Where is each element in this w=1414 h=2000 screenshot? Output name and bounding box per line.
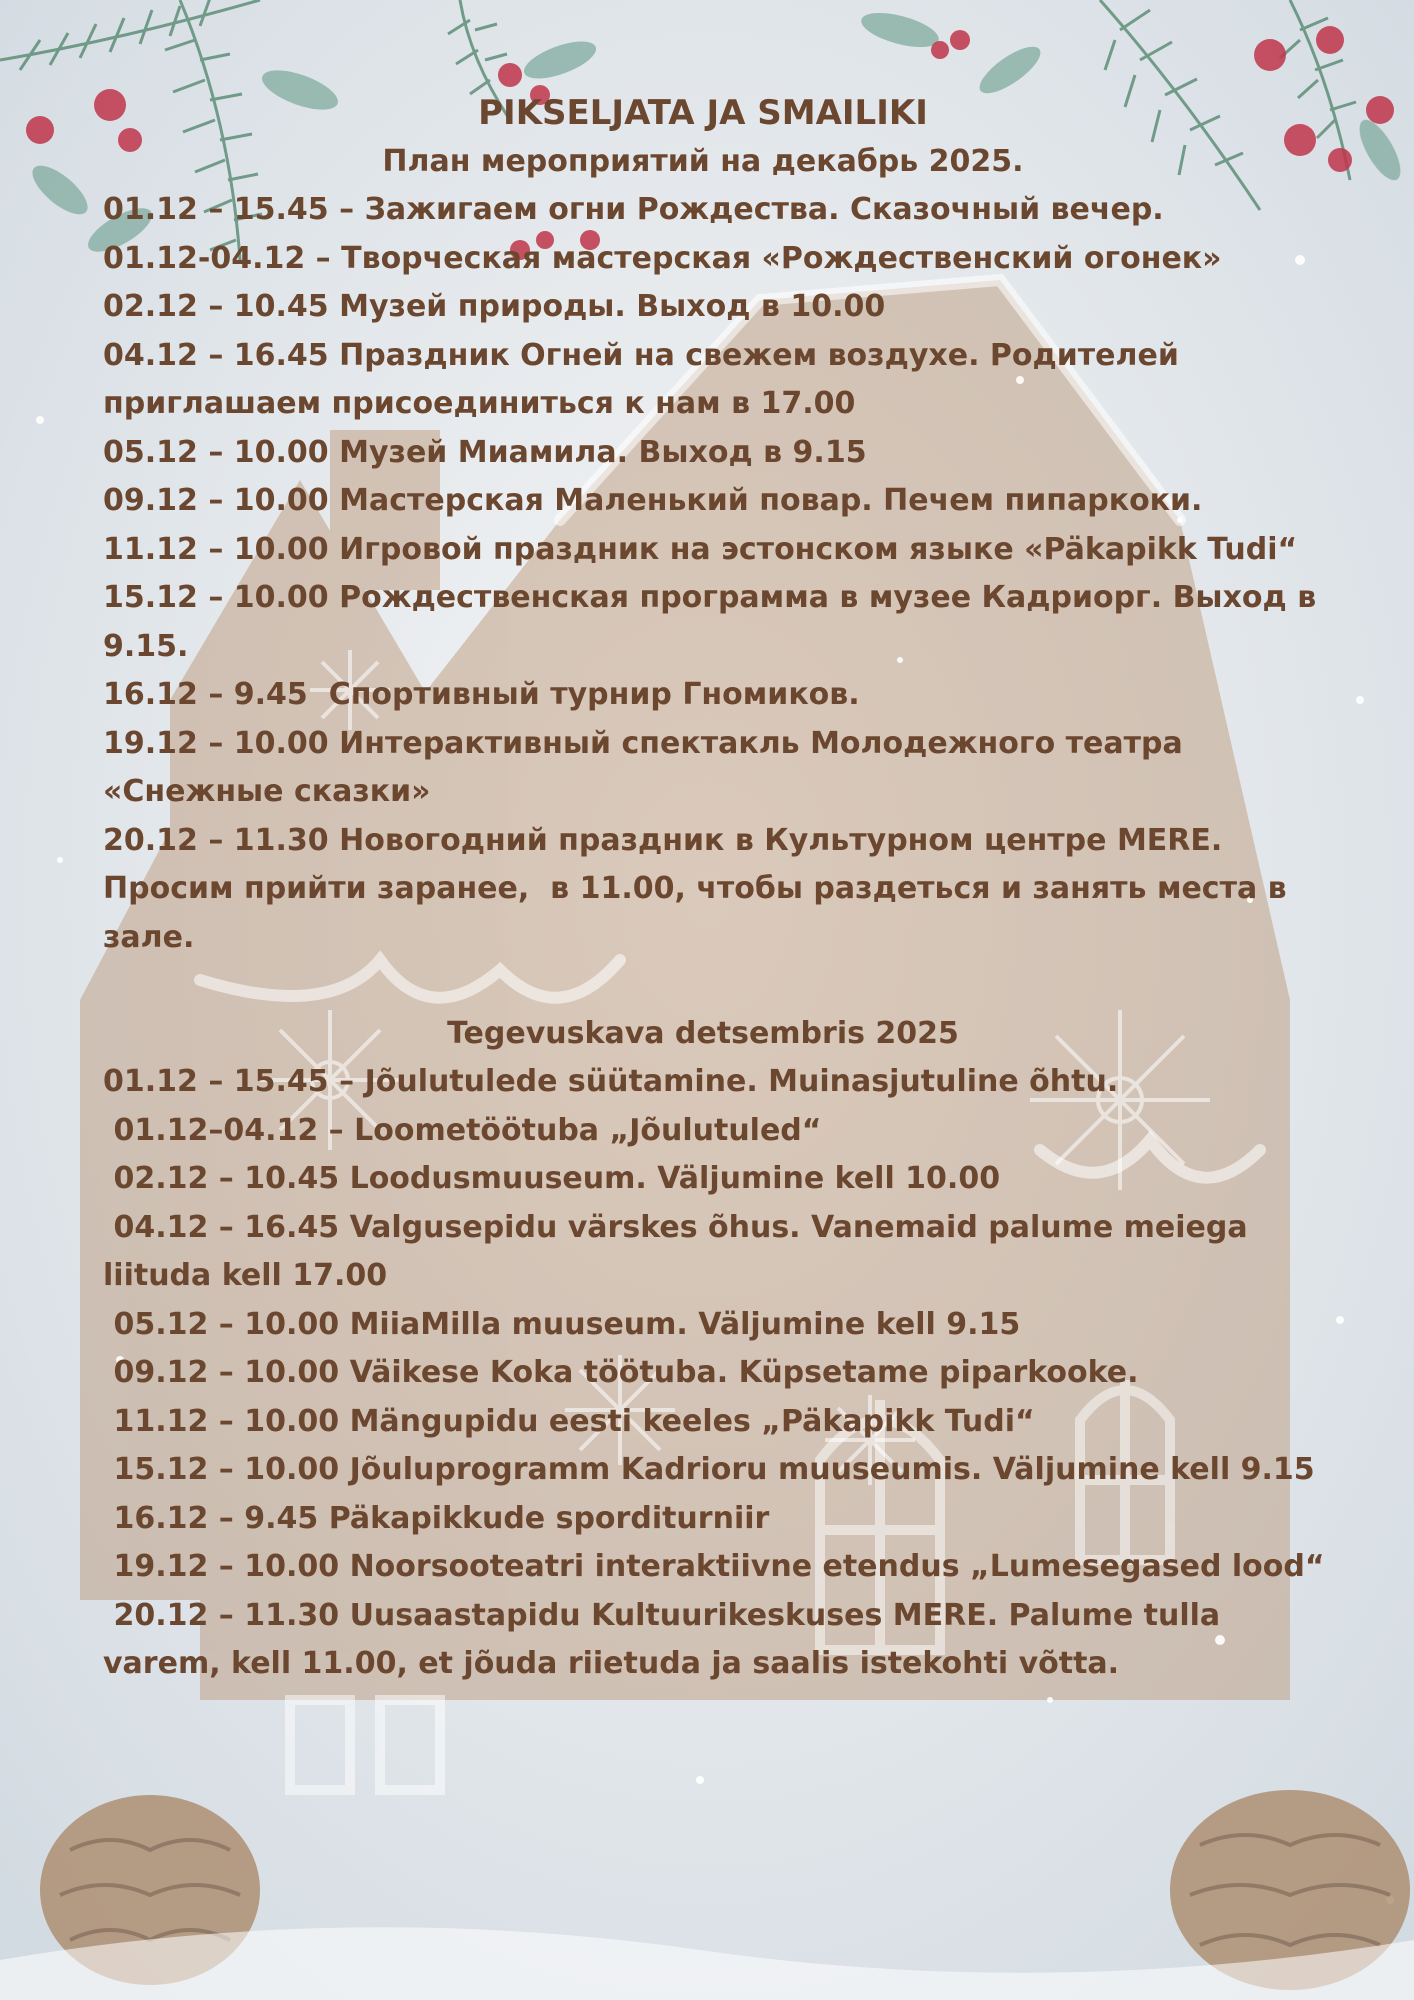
estonian-event-line: 01.12–04.12 – Loometöötuba „Jõulutuled“: [103, 1112, 822, 1148]
russian-event-line: 15.12 – 10.00 Рождественская программа в музее Кадриорг. Выход в 9.15.: [103, 580, 1327, 664]
estonian-event-line: 05.12 – 10.00 MiiaMilla muuseum. Väljumine kell 9.15: [103, 1306, 1021, 1342]
estonian-event-line: 02.12 – 10.45 Loodusmuuseum. Väljumine kell 10.00: [103, 1161, 1001, 1196]
russian-event-line: 01.12 – 15.45 – Зажигаем огни Рождества. Сказочный вечер.: [103, 192, 1164, 227]
section-spacer: [103, 962, 1333, 1010]
estonian-event-line: 01.12 – 15.45 – Jõulutulede süütamine. Muinasjutuline õhtu.: [103, 1064, 1119, 1099]
estonian-event-line: 20.12 – 11.30 Uusaastapidu Kultuurikeskuses MERE. Palume tulla varem, kell 11.00, et jõuda riietuda ja saalis istekohti võtta.: [103, 1597, 1231, 1681]
estonian-event-line: 09.12 – 10.00 Väikese Koka töötuba. Küpsetame piparkooke.: [103, 1355, 1139, 1390]
russian-event-line: 02.12 – 10.45 Музей природы. Выход в 10.00: [103, 289, 886, 324]
russian-heading: План мероприятий на декабрь 2025.: [382, 144, 1024, 179]
russian-event-line: 05.12 – 10.00 Музей Миамила. Выход в 9.15: [103, 434, 867, 470]
russian-event-line: 11.12 – 10.00 Игровой праздник на эстонском языке «Päkapikk Tudi“: [103, 531, 1298, 567]
poster-title: PIKSELJATA JA SMAILIKI: [478, 93, 928, 133]
estonian-event-line: 11.12 – 10.00 Mängupidu eesti keeles „Päkapikk Tudi“: [103, 1403, 1035, 1439]
schedule-content: [103, 88, 1333, 1689]
russian-event-line: 16.12 – 9.45 Спортивный турнир Гномиков.: [103, 677, 860, 712]
russian-event-line: 04.12 – 16.45 Праздник Огней на свежем воздухе. Родителей приглашаем присоединиться к нам в 17.00: [103, 337, 1190, 421]
estonian-event-line: 19.12 – 10.00 Noorsooteatri interaktiivne etendus „Lumesegased lood“: [103, 1549, 1325, 1584]
russian-event-line: 09.12 – 10.00 Мастерская Маленький повар. Печем пипаркоки.: [103, 483, 1203, 518]
russian-event-line: 19.12 – 10.00 Интерактивный спектакль Молодежного театра «Снежные сказки»: [103, 725, 1194, 809]
russian-event-line: 20.12 – 11.30 Новогодний праздник в Культурном центре MERE. Просим прийти заранее, в 11.00, чтобы раздеться и занять места в зале.: [103, 822, 1298, 955]
russian-event-line: 01.12-04.12 – Творческая мастерская «Рождественский огонек»: [103, 240, 1222, 276]
estonian-event-line: 04.12 – 16.45 Valgusepidu värskes õhus. Vanemaid palume meiega liituda kell 17.00: [103, 1209, 1259, 1293]
estonian-event-line: 16.12 – 9.45 Päkapikkude sporditurniir: [103, 1500, 770, 1536]
estonian-heading: Tegevuskava detsembris 2025: [447, 1016, 959, 1051]
estonian-event-line: 15.12 – 10.00 Jõuluprogramm Kadrioru muuseumis. Väljumine kell 9.15: [103, 1452, 1315, 1487]
